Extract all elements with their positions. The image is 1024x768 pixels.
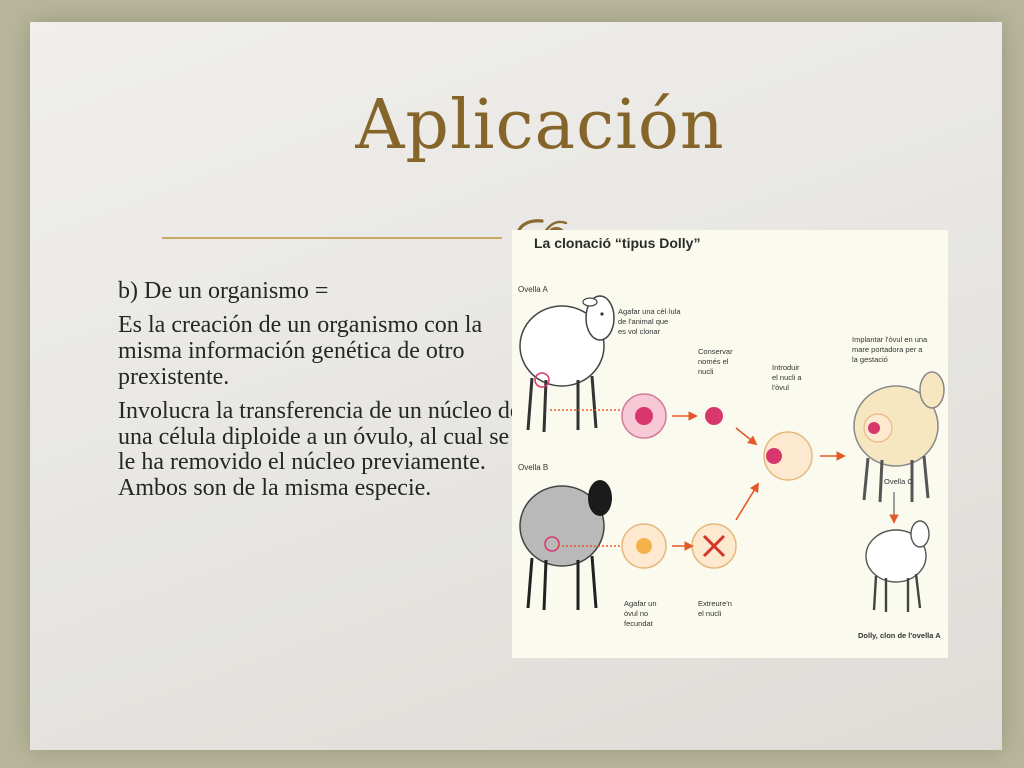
svg-text:el nucli a: el nucli a [772,373,802,382]
svg-text:l'òvul: l'òvul [772,383,789,392]
svg-text:Implantar l'òvul en una: Implantar l'òvul en una [852,335,928,344]
sheep-b-icon [520,480,612,610]
svg-text:mare portadora per a: mare portadora per a [852,345,923,354]
svg-text:fecundat: fecundat [624,619,653,628]
label-extreure [698,599,732,618]
svg-text:nucli: nucli [698,367,714,376]
paragraph-explanation: Involucra la transferencia de un núcleo de una célula diploide a un óvulo, al cual se le ha removido el núcleo previamente. Ambos son de la misma especie. [118,397,521,502]
dolly-cloning-diagram [512,230,948,658]
diagram-title: La clonació “tipus Dolly” [534,235,701,251]
svg-text:Conservar: Conservar [698,347,733,356]
egg-cell-icon [622,524,666,568]
svg-text:de l'animal que: de l'animal que [618,317,669,326]
label-implantar [852,335,928,364]
svg-text:només el: només el [698,357,729,366]
label-ovella-b: Ovella B [518,463,549,472]
dolly-sheep-icon [866,521,929,612]
reconstructed-egg-icon [764,432,812,480]
svg-text:Introduir: Introduir [772,363,800,372]
nucleus-icon [705,407,723,425]
svg-text:Agafar un: Agafar un [624,599,657,608]
title-rule-left [162,237,502,239]
label-dolly-result: Dolly, clon de l'ovella A [858,631,941,640]
svg-text:el nucli: el nucli [698,609,722,618]
somatic-cell-icon [622,394,666,438]
paragraph-definition: Es la creación de un organismo con la misma información genética de otro prexistente. [118,311,483,390]
label-ovella-a: Ovella A [518,285,548,294]
sheep-a-icon [520,296,614,432]
svg-text:es vol clonar: es vol clonar [618,327,661,336]
svg-text:la gestació: la gestació [852,355,888,364]
svg-text:Agafar una cèl·lula: Agafar una cèl·lula [618,307,681,316]
label-introduir [772,363,802,392]
label-ovella-c: Ovella C [884,477,913,486]
slide-title: Aplicación [355,86,725,165]
label-conservar [698,347,733,376]
paragraph-subtitle: b) De un organismo = [118,278,329,304]
enucleated-egg-icon [692,524,736,568]
svg-text:òvul no: òvul no [624,609,649,618]
body-text [118,279,530,510]
label-agafar-cell [618,307,681,336]
label-agafar-ovul [624,599,657,628]
svg-text:Extreure'n: Extreure'n [698,599,732,608]
